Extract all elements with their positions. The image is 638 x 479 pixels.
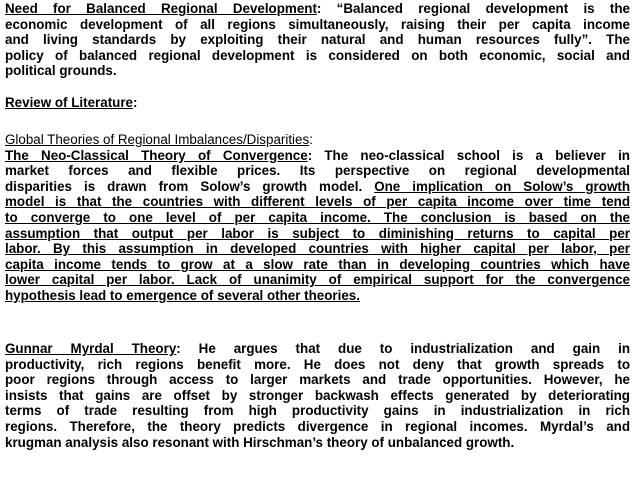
myrdal-line-5: terms of trade resulting from high productivity gains in industrialization in rich — [5, 403, 630, 419]
neo-underlined-line-1: model is that the countries with different levels of per capita income over time tend — [5, 194, 630, 210]
need-line-2: economic development of all regions simultaneously, raising their per capita income — [5, 16, 630, 32]
need-line-5: political grounds. — [5, 63, 117, 79]
neo-line-1: The Neo-Classical Theory of Convergence: The neo-classical school is a believer in — [5, 147, 630, 163]
neo-underlined-line-5: capita income tends to grow at a slow rate than in developing countries which have — [5, 256, 630, 272]
need-line-4: policy of balanced regional development is considered on both economic, social and — [5, 47, 630, 63]
myrdal-line-3: poor regions through access to larger markets and trade opportunities. However, he — [5, 372, 630, 388]
need-line-3: and living standards by exploiting their natural and human resources fully”. The — [5, 32, 630, 48]
neo-underlined-line-2: to converge to one level of per capita income. The conclusion is based on the — [5, 209, 630, 225]
neo-line-3: disparities is drawn from Solow’s growth model. One implication on Solow’s growth — [5, 178, 630, 194]
neo-underlined-line-7: hypothesis lead to emergence of several other theories. — [5, 287, 360, 303]
neo-underlined-line-4: labor. By this assumption in developed countries with higher capital per labor, per — [5, 241, 630, 257]
neo-line-2: market forces and flexible prices. Its perspective on regional developmental — [5, 163, 630, 179]
neo-underlined-line-6: lower capital per labor. Lack of unanimity of empirical support for the convergence — [5, 272, 630, 288]
myrdal-line-6: regions. Therefore, the theory predicts divergence in regional incomes. Myrdal’s and — [5, 418, 630, 434]
myrdal-line-7: krugman analysis also resonant with Hirschman’s theory of unbalanced growth. — [5, 434, 515, 450]
myrdal-paragraph — [5, 341, 630, 450]
myrdal-line-2: productivity, rich regions benefit more. He does not deny that growth spreads to — [5, 356, 630, 372]
need-heading: Need for Balanced Regional Development — [5, 1, 317, 16]
neo-heading: The Neo-Classical Theory of Convergence — [5, 147, 308, 163]
need-paragraph — [5, 1, 630, 79]
myrdal-heading: Gunnar Myrdal Theory — [5, 341, 177, 356]
global-heading: Global Theories of Regional Imbalances/Disparities: — [5, 132, 313, 147]
review-heading: Review of Literature: — [5, 95, 138, 110]
myrdal-line-1: Gunnar Myrdal Theory: He argues that due to industrialization and gain in — [5, 341, 630, 356]
myrdal-line-4: insists that gains are offset by stronger backwash effects generated by deteriorating — [5, 387, 630, 403]
neo-paragraph — [5, 132, 630, 304]
neo-underlined-line-3: assumption that output per labor is subject to diminishing returns to capital per — [5, 225, 630, 241]
review-heading-block — [5, 95, 630, 111]
need-line-1: Need for Balanced Regional Development: “Balanced regional development is the — [5, 1, 630, 16]
